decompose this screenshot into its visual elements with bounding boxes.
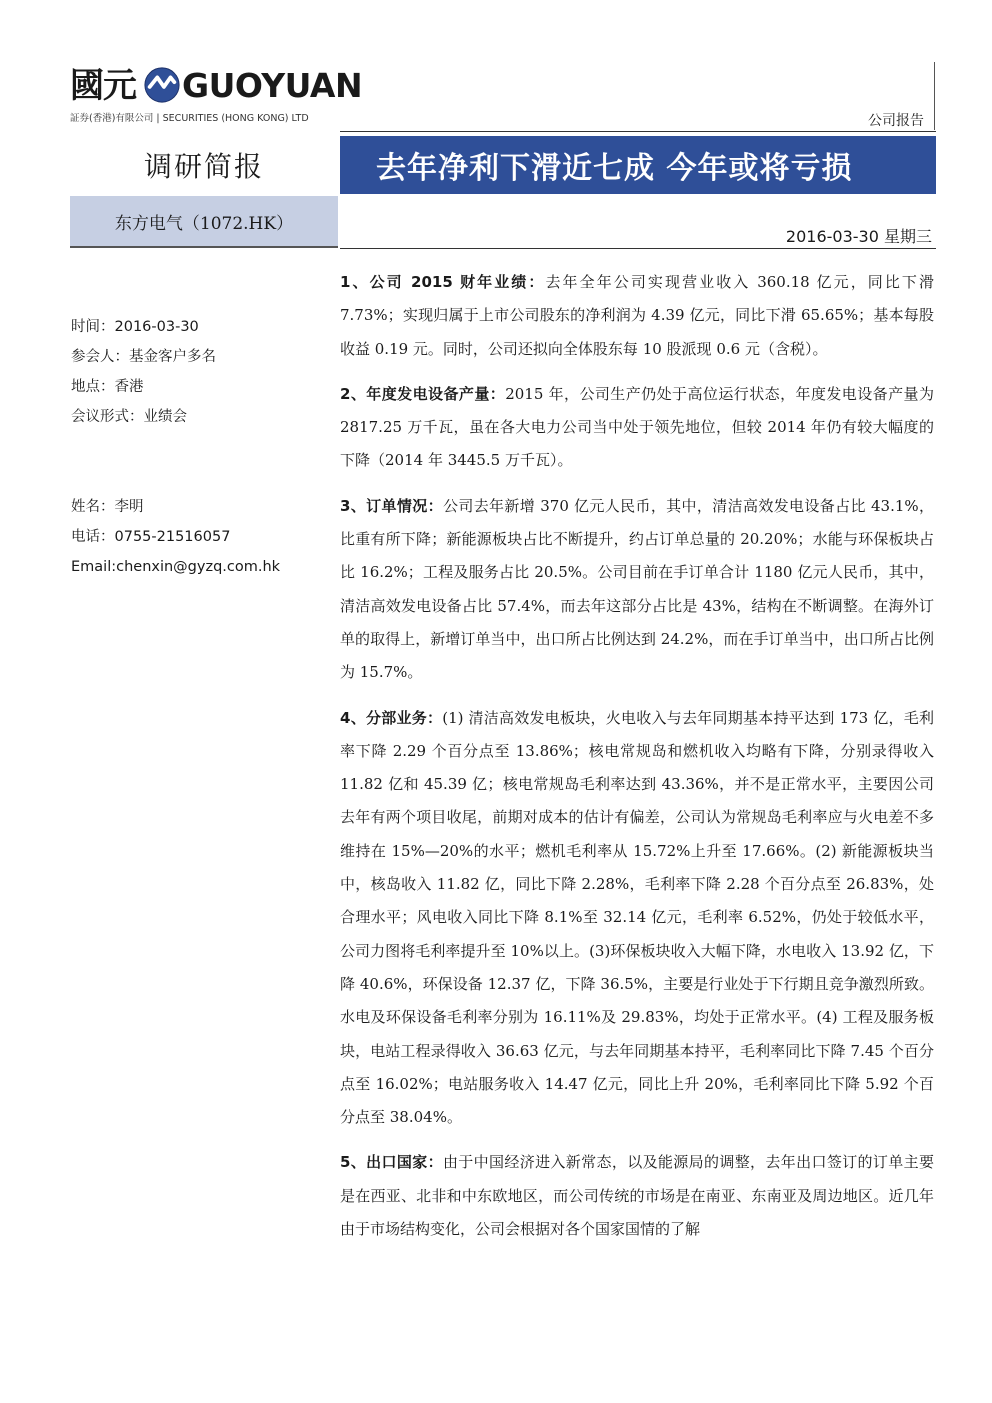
contact-email: Email:chenxin@gyzq.com.hk <box>71 559 281 575</box>
section-paragraph <box>340 266 934 366</box>
section-text: 公司去年新增 370 亿元人民币，其中，清洁高效发电设备占比 43.1%，比重有所下降；新能源板块占比不断提升，约占订单总量的 20.20%；水能与环保板块占比 16.2%；工程及服务占比 20.5%。公司目前在手订单合计 1180 亿元人民币，其中，清洁高效发电设备占比 57.4%，而去年这部分占比是 43%，结构在不断调整。在海外订单的取得上，新增订单当中，出口所占比例达到 24.2%，而在手订单当中，出口所占比例为 15.7%。 <box>340 496 934 682</box>
company-name: 东方电气（1072.HK） <box>114 213 294 234</box>
company-logo <box>70 64 363 128</box>
report-type-label: 公司报告 <box>868 113 924 129</box>
section-paragraph <box>340 378 934 478</box>
section-text: 由于中国经济进入新常态，以及能源局的调整，去年出口签订的订单主要是在西亚、北非和中东欧地区，而公司传统的市场是在南亚、东南亚及周边地区。近几年由于市场结构变化，公司会根据对各个国家国情的了解 <box>340 1153 934 1239</box>
logo-english-name: GUOYUAN <box>182 66 363 105</box>
section-text: 2015 年，公司生产仍处于高位运行状态，年度发电设备产量为 2817.25 万千瓦，虽在各大电力公司当中处于领先地位，但较 2014 年仍有较大幅度的下降（2014 年 3445.5 万千瓦）。 <box>340 384 934 470</box>
contact-phone: 电话：0755-21516057 <box>71 529 231 545</box>
headline: 去年净利下滑近七成 今年或将亏损 <box>376 151 853 186</box>
section-heading: 2、年度发电设备产量： <box>340 384 506 403</box>
meeting-location: 地点：香港 <box>71 379 144 395</box>
contact-name: 姓名：李明 <box>71 499 144 515</box>
logo-mark-icon <box>143 66 181 104</box>
section-text: 去年全年公司实现营业收入 360.18 亿元，同比下滑 7.73%；实现归属于上市公司股东的净利润为 4.39 亿元，同比下滑 65.65%；基本每股收益 0.19 元。同时，公司还拟向全体股东每 10 股派现 0.6 元（含税）。 <box>340 273 934 358</box>
section-paragraph <box>340 1146 934 1246</box>
header-rule <box>340 131 936 132</box>
company-banner <box>70 196 338 248</box>
header-vertical-rule <box>934 62 935 130</box>
meeting-info <box>71 312 216 432</box>
section-title: 调研简报 <box>143 150 264 183</box>
report-date: 2016-03-30 星期三 <box>785 227 932 246</box>
date-rule <box>340 248 936 249</box>
section-heading: 1、公司 2015 财年业绩： <box>340 273 546 291</box>
section-heading: 4、分部业务： <box>340 708 443 727</box>
section-paragraph <box>340 490 934 690</box>
meeting-attendees: 参会人：基金客户多名 <box>71 349 216 365</box>
section-text: (1) 清洁高效发电板块，火电收入与去年同期基本持平达到 173 亿，毛利率下降 2.29 个百分点至 13.86%；核电常规岛和燃机收入均略有下降，分别录得收入 11.82 亿和 45.39 亿；核电常规岛毛利率达到 43.36%，并不是正常水平，主要因公司去年有两个项目收尾，前期对成本的估计有偏差，公司认为常规岛毛利率应与火电差不多维持在 15%—20%的水平；燃机毛利率从 15.72%上升至 17.66%。(2) 新能源板块当中，核岛收入 11.82 亿，同比下降 2.28%，毛利率下降 2.28 个百分点至 26.83%，处合理水平；风电收入同比下降 8.1%至 32.14 亿元，毛利率 6.52%，仍处于较低水平，公司力图将毛利率提升至 10%以上。(3)环保板块收入大幅下降，水电收入 13.92 亿，下降 40.6%，环保设备 12.37 亿，下降 36.5%，主要是行业处于下行期且竞争激烈所致。水电及环保设备毛利率分别为 16.11%及 29.83%，均处于正常水平。(4) 工程及服务板块，电站工程录得收入 36.63 亿元，与去年同期基本持平，毛利率同比下降 7.45 个百分点至 16.02%；电站服务收入 14.47 亿元，同比上升 20%，毛利率同比下降 5.92 个百分点至 38.04%。 <box>340 708 934 1127</box>
logo-subtitle: 証券(香港)有限公司 | SECURITIES (HONG KONG) LTD <box>70 113 309 124</box>
contact-info <box>71 492 280 582</box>
meeting-format: 会议形式：业绩会 <box>71 409 187 425</box>
meeting-time: 时间：2016-03-30 <box>71 319 199 335</box>
headline-banner <box>340 136 936 194</box>
report-body <box>340 266 934 1258</box>
logo-chinese-name: 國元 <box>70 66 136 106</box>
section-paragraph <box>340 702 934 1135</box>
section-heading: 3、订单情况： <box>340 496 443 515</box>
section-heading: 5、出口国家： <box>340 1153 443 1172</box>
